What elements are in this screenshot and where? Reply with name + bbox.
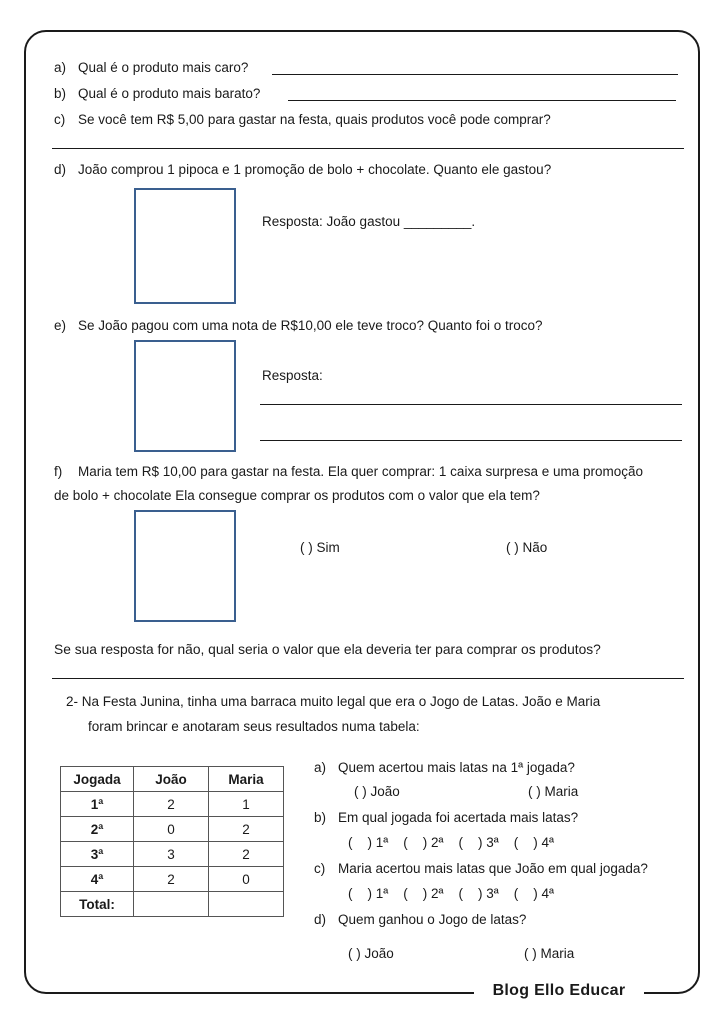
table-cell-round: 2ª: [61, 817, 134, 842]
table-cell-maria: 1: [209, 792, 284, 817]
q1-followup-line[interactable]: [52, 678, 684, 679]
table-row: [61, 842, 284, 867]
q2b-options[interactable]: ( ) 1ª ( ) 2ª ( ) 3ª ( ) 4ª: [348, 835, 555, 850]
q1-followup-text: Se sua resposta for não, qual seria o valor que ela deveria ter para comprar os produtos?: [54, 642, 601, 657]
q2a-option-joao[interactable]: ( ) João: [354, 784, 400, 799]
q1f-option-no[interactable]: ( ) Não: [506, 540, 548, 555]
table-header-maria: Maria: [209, 767, 284, 792]
q1e-answer-line-1[interactable]: [260, 404, 682, 405]
q1f-text-line1: Maria tem R$ 10,00 para gastar na festa. Ela quer comprar: 1 caixa surpresa e uma promoção: [78, 464, 644, 479]
q2c-text: Maria acertou mais latas que João em qual jogada?: [338, 861, 648, 876]
q1c-answer-line[interactable]: [52, 148, 684, 149]
q2d-text: Quem ganhou o Jogo de latas?: [338, 912, 527, 927]
q2b-label: b): [314, 810, 327, 825]
table-header-row: [61, 767, 284, 792]
q1a-answer-line[interactable]: [272, 74, 678, 75]
q1e-label: e): [54, 318, 67, 333]
q2a-text: Quem acertou mais latas na 1ª jogada?: [338, 760, 575, 775]
table-row: [61, 867, 284, 892]
q2c-label: c): [314, 861, 326, 876]
q1e-answer: Resposta:: [262, 368, 323, 383]
table-cell-maria: 0: [209, 867, 284, 892]
q1b-text: Qual é o produto mais barato?: [78, 86, 261, 101]
q1a-text: Qual é o produto mais caro?: [78, 60, 249, 75]
table-row: [61, 817, 284, 842]
q2a-label: a): [314, 760, 327, 775]
q1d-label: d): [54, 162, 67, 177]
q1d-calc-box[interactable]: [134, 188, 236, 304]
table-cell-joao: 3: [134, 842, 209, 867]
q2d-label: d): [314, 912, 327, 927]
q2-intro-line1: 2- Na Festa Junina, tinha uma barraca muito legal que era o Jogo de Latas. João e Maria: [66, 694, 601, 709]
table-cell-total-joao[interactable]: [134, 892, 209, 917]
table-header-joao: João: [134, 767, 209, 792]
q2a-option-maria[interactable]: ( ) Maria: [528, 784, 579, 799]
table-total-row: [61, 892, 284, 917]
table-cell-joao: 0: [134, 817, 209, 842]
q1f-label: f): [54, 464, 63, 479]
q2d-option-joao[interactable]: ( ) João: [348, 946, 394, 961]
q2d-option-maria[interactable]: ( ) Maria: [524, 946, 575, 961]
table-cell-round: 3ª: [61, 842, 134, 867]
table-row: [61, 792, 284, 817]
q1e-text: Se João pagou com uma nota de R$10,00 ele teve troco? Quanto foi o troco?: [78, 318, 543, 333]
q1e-calc-box[interactable]: [134, 340, 236, 452]
q1b-label: b): [54, 86, 67, 101]
q2b-text: Em qual jogada foi acertada mais latas?: [338, 810, 579, 825]
table-cell-maria: 2: [209, 817, 284, 842]
table-cell-joao: 2: [134, 792, 209, 817]
table-cell-round: 4ª: [61, 867, 134, 892]
q1f-option-yes[interactable]: ( ) Sim: [300, 540, 340, 555]
score-table: [60, 766, 284, 917]
q1e-answer-line-2[interactable]: [260, 440, 682, 441]
q2c-options[interactable]: ( ) 1ª ( ) 2ª ( ) 3ª ( ) 4ª: [348, 886, 555, 901]
q1c-label: c): [54, 112, 66, 127]
table-cell-total-label: Total:: [61, 892, 134, 917]
footer-brand: Blog Ello Educar: [492, 982, 626, 999]
table-cell-joao: 2: [134, 867, 209, 892]
q1f-calc-box[interactable]: [134, 510, 236, 622]
q1d-answer: Resposta: João gastou _________.: [262, 214, 476, 229]
q1f-text-line2: de bolo + chocolate Ela consegue comprar os produtos com o valor que ela tem?: [54, 488, 540, 503]
q2-intro-line2: foram brincar e anotaram seus resultados numa tabela:: [88, 719, 420, 734]
q1d-text: João comprou 1 pipoca e 1 promoção de bolo + chocolate. Quanto ele gastou?: [78, 162, 552, 177]
table-cell-round: 1ª: [61, 792, 134, 817]
q1c-text: Se você tem R$ 5,00 para gastar na festa, quais produtos você pode comprar?: [78, 112, 551, 127]
table-cell-total-maria[interactable]: [209, 892, 284, 917]
table-header-jogada: Jogada: [61, 767, 134, 792]
table-cell-maria: 2: [209, 842, 284, 867]
q1a-label: a): [54, 60, 67, 75]
q1b-answer-line[interactable]: [288, 100, 676, 101]
